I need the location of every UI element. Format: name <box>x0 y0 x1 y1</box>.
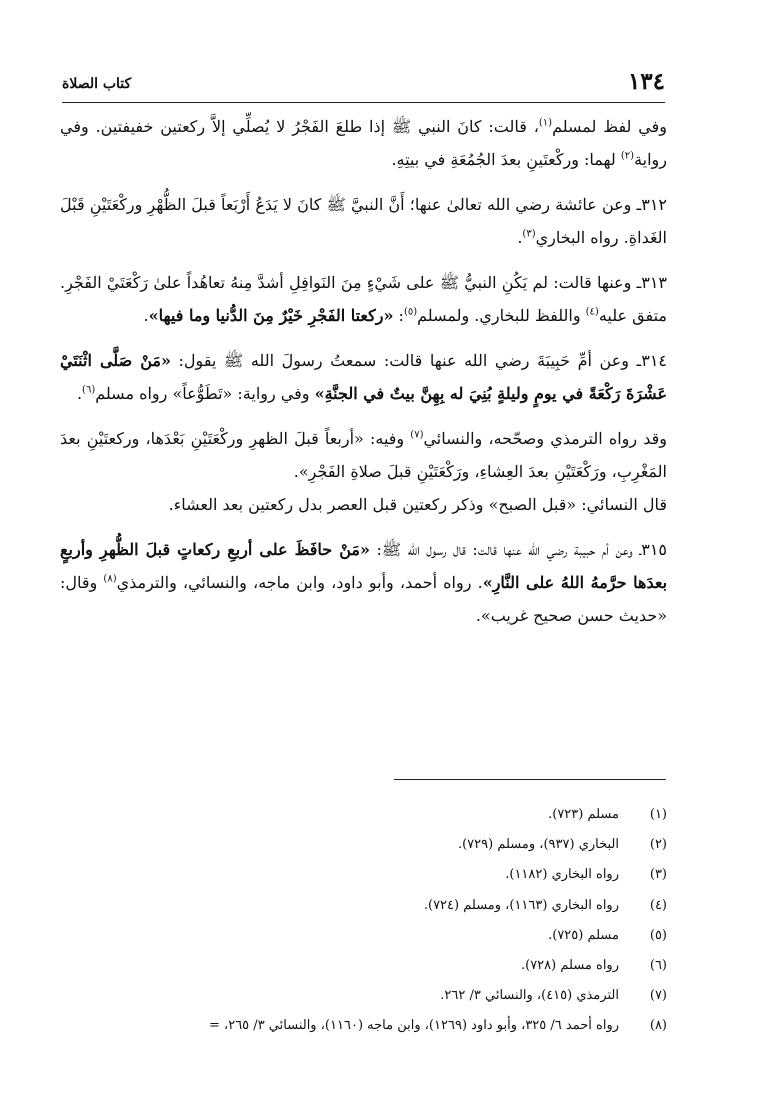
page-number: ١٣٤ <box>627 68 665 95</box>
hadith-314: ٣١٤ـ وعن أمِّ حَبِيبَةَ رضي الله عنها قالت: سمعتُ رسولَ الله ﷺ يقول: «مَنْ صَلَّى اثْنَتَيْ عَشْرَةَ رَكْعَةً في يومٍ وليلةٍ بُنِيَ له بِهِنَّ بيتٌ في الجنَّةِ» وفي رواية: «تَطَوُّعاً» رواه مسلم$^{(٦)}$. <box>60 351 667 403</box>
page-header <box>62 68 665 103</box>
footnote-separator <box>394 779 666 780</box>
paragraph-intro: وفي لفظ لمسلم$^{(١)}$، قالت: كانَ النبي ﷺ إذا طلعَ الفَجْرُ لا يُصلِّي إلاَّ ركعتين خفيفتين. وفي رواية$^{(٢)}$ لهما: وركْعتَينِ بعدَ الجُمُعَةِ في بيتِهِ. <box>60 117 667 169</box>
hadith-quote: «ركعتا الفَجْرِ خَيْرٌ مِنَ الدُّنيا وما فيها» <box>148 306 394 325</box>
hadith-quote: «مَنْ صَلَّى اثْنَتَيْ عَشْرَةَ رَكْعَةً في يومٍ وليلةٍ بُنِيَ له بِهِنَّ بيتٌ في الجنَّةِ» <box>60 351 667 403</box>
hadith-313: ٣١٣ـ وعنها قالت: لم يَكُنِ النبيُّ ﷺ على شَيْءٍ مِنَ النَوافِلِ أشدَّ مِنهُ تعاهُداً علىٰ رَكْعَتَيْ الفَجْرِ. متفق عليه$^{(٤)}$ واللفظ للبخاري. ولمسلم$^{(٥)}$: «ركعتا الفَجْرِ خَيْرٌ مِنَ الدُّنيا وما فيها». <box>60 273 667 325</box>
hadith-quote: «مَنْ حافَظَ على أربعِ ركعاتٍ قبلَ الظُّهرِ وأربعٍ بعدَها حرَّمهُ اللهُ على النَّارِ» <box>60 540 668 592</box>
footnote: (٦) رواه مسلم (٧٢٨). <box>520 958 667 974</box>
footnote-ref: (٤) <box>585 306 599 318</box>
footnote: (١) مسلم (٧٢٣). <box>548 807 667 822</box>
running-title: كتاب الصلاة <box>62 76 132 92</box>
footnote: (٣) رواه البخاري (١١٨٢). <box>505 867 667 883</box>
hadith-312: ٣١٢ـ وعن عائشة رضي الله تعالىٰ عنها؛ أَنَّ النبيَّ ﷺ كانَ لا يَدَعُ أَرْبَعاً قبلَ الظُّهْرِ وركْعَتَيْنِ قَبْلَ الغَداةِ. رواه البخاري$^{(٣)}$. <box>60 195 667 247</box>
commentary-paragraph: وقد رواه الترمذي وصحّحه، والنسائي$^{(٧)}$ وفيه: «أربعاً قبلَ الظهرِ وركْعَتَيْنِ بَعْدَها، وركعتَيْنِ بعدَ المَغْرِبِ، ورَكْعَتَيْنِ بعدَ العِشاءِ، ورَكْعَتَيْنِ قبلَ صلاةِ الفَجْرِ». <box>60 429 668 481</box>
footnote: (٥) مسلم (٧٢٥). <box>548 927 667 943</box>
footnote-ref: (٣) <box>522 228 536 240</box>
footnote-ref: (٥) <box>403 306 418 318</box>
commentary-note: قال النسائي: «قبل الصبح» وذكر ركعتين قبل العصر بدل ركعتين بعد العشاء. <box>168 495 667 514</box>
main-text <box>60 110 667 644</box>
footnote-ref: (٦) <box>82 384 96 396</box>
footnote: (٢) البخاري (٩٣٧)، ومسلم (٧٢٩). <box>457 837 667 853</box>
hadith-315: ٣١٥ـ وعن أم حبيبة رضي الله عنها قالت: قال رسول الله ﷺ: «مَنْ حافَظَ على أربعِ ركعاتٍ قبلَ الظُّهرِ وأربعٍ بعدَها حرَّمهُ اللهُ على النَّارِ». رواه أحمد، وأبو داود، وابن ماجه، والنسائي، والترمذي$^{(٨)}$ وقال: «حديث حسن صحيح غريب». <box>60 540 668 625</box>
footnote: (٤) رواه البخاري (١١٦٣)، ومسلم (٧٢٤). <box>423 897 667 913</box>
footnote-ref: (٢) <box>620 150 635 162</box>
footnote-ref: (١) <box>538 117 553 129</box>
footnote-ref: (٧) <box>410 429 424 441</box>
footnote-ref: (٨) <box>103 573 117 585</box>
footnote: (٧) الترمذي (٤١٥)، والنسائي ٣/ ٢٦٢. <box>440 988 667 1004</box>
footnotes <box>60 800 667 1042</box>
footnote: (٨) رواه أحمد ٦/ ٣٢٥، وأبو داود (١٢٦٩)، وابن ماجه (١١٦٠)، والنسائي ٣/ ٢٦٥، = <box>208 1018 667 1034</box>
